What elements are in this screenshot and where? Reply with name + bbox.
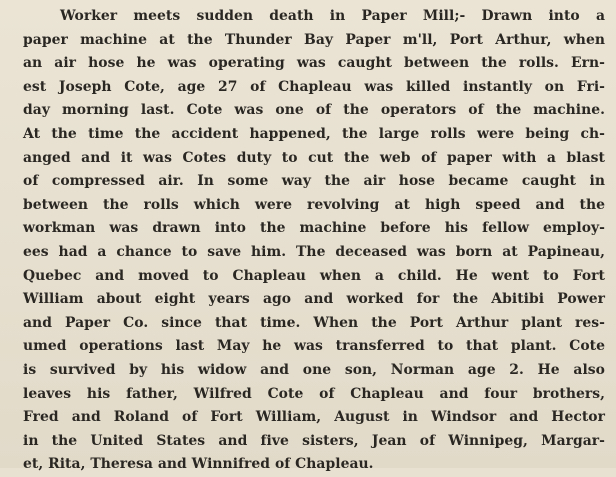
article-line: and Paper Co. since that time. When the Port Arthur plant res- [23,314,605,331]
article-line: ees had a chance to save him. The deceased was born at Papineau, [23,243,605,260]
article-line: et, Rita, Theresa and Winnifred of Chapleau. [23,456,374,473]
article-line: umed operations last May he was transferred to that plant. Cote [23,338,605,355]
article-line: between the rolls which were revolving at high speed and the [23,196,605,213]
article-line: Worker meets sudden death in Paper Mill;- Drawn into a [60,8,605,24]
article-line: of compressed air. In some way the air hose became caught in [23,173,605,190]
article-body [23,5,605,477]
article-line: leaves his father, Wilfred Cote of Chapleau and four brothers, [23,385,605,402]
article-line: anged and it was Cotes duty to cut the web of paper with a blast [23,149,605,166]
article-line: is survived by his widow and one son, Norman age 2. He also [23,361,605,378]
article-line: day morning last. Cote was one of the operators of the machine. [23,102,605,119]
article-line: est Joseph Cote, age 27 of Chapleau was killed instantly on Fri- [23,78,605,95]
article-line: Quebec and moved to Chapleau when a child. He went to Fort [23,267,605,284]
article-line: an air hose he was operating was caught between the rolls. Ern- [23,55,605,72]
article-line: workman was drawn into the machine before his fellow employ- [23,220,605,237]
article-line: paper machine at the Thunder Bay Paper m'll, Port Arthur, when [23,31,605,48]
article-line: Fred and Roland of Fort William, August in Windsor and Hector [23,409,605,426]
article-line: in the United States and five sisters, Jean of Winnipeg, Margar- [23,432,605,449]
article-line: At the time the accident happened, the large rolls were being ch- [23,125,605,142]
article-line: William about eight years ago and worked for the Abitibi Power [23,291,605,308]
